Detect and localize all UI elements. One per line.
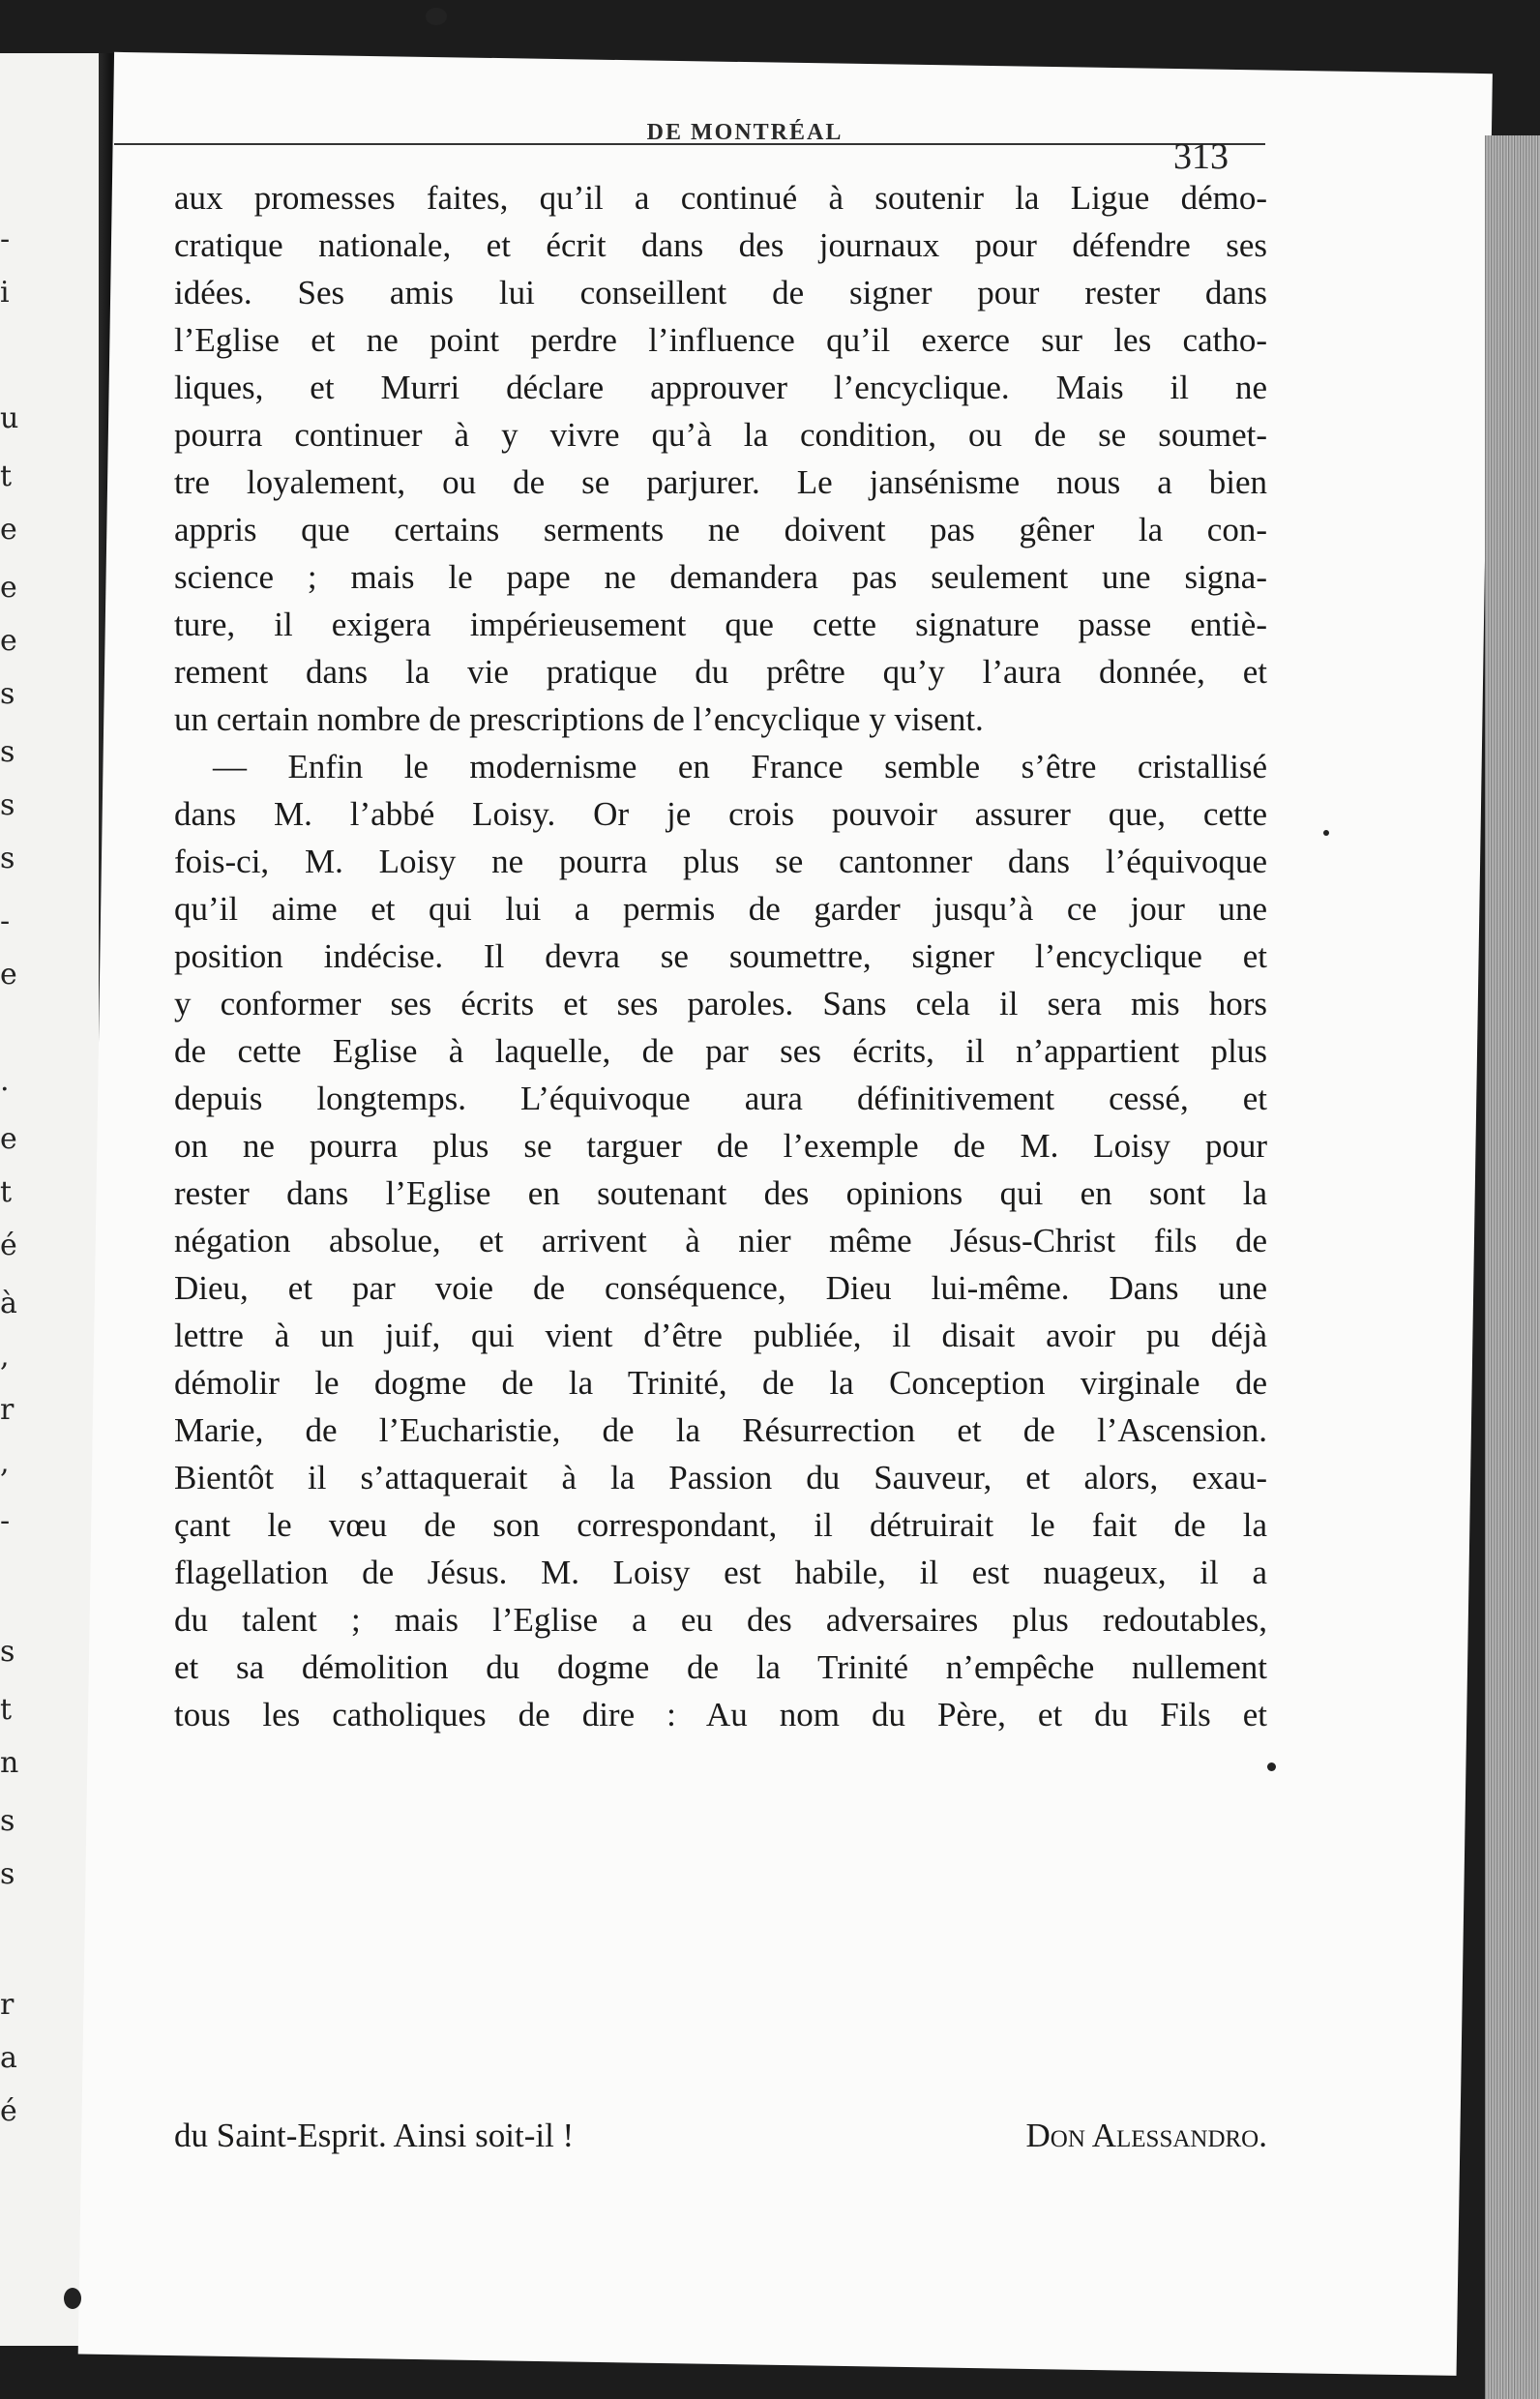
facing-page-letter: - [0,1504,11,1538]
facing-page-letter: s [0,677,15,711]
facing-page-letter: e [0,513,17,547]
text-line: rester dans l’Eglise en soutenant des opinions qui en sont la [174,1174,1267,1212]
print-speck [64,2288,81,2309]
text-line: ture, il exigera impérieusement que cette signature passe entiè- [174,606,1267,643]
text-line: Bientôt il s’attaquerait à la Passion du Sauveur, et alors, exau- [174,1459,1267,1496]
text-line: cratique nationale, et écrit dans des journaux pour défendre ses [174,226,1267,264]
body-text [174,174,1267,1738]
text-line: tre loyalement, ou de se parjurer. Le jansénisme nous a bien [174,463,1267,501]
text-line: y conformer ses écrits et ses paroles. Sans cela il sera mis hors [174,985,1267,1022]
text-line: tous les catholiques de dire : Au nom du Père, et du Fils et [174,1696,1267,1733]
text-line: flagellation de Jésus. M. Loisy est habile, il est nuageux, il a [174,1554,1267,1591]
facing-page-letter: s [0,1804,15,1838]
text-line: lettre à un juif, qui vient d’être publiée, il disait avoir pu déjà [174,1317,1267,1354]
facing-page-letter: s [0,1635,15,1669]
facing-page-letter: - [0,222,11,256]
facing-page-letter: t [0,1175,13,1209]
text-line: position indécise. Il devra se soumettre, signer l’encyclique et [174,937,1267,975]
text-line: un certain nombre de prescriptions de l’encyclique y visent. [174,700,984,738]
facing-page-letter: à [0,1287,17,1320]
facing-page-letter: s [0,842,15,875]
facing-page-letter: s [0,1857,15,1891]
text-line: et sa démolition du dogme de la Trinité n’empêche nullement [174,1648,1267,1686]
text-line: çant le vœu de son correspondant, il détruirait le fait de la [174,1506,1267,1544]
facing-page-letter: a [0,2041,17,2075]
page-edges [1485,135,1540,2399]
text-line: qu’il aime et qui lui a permis de garder jusqu’à ce jour une [174,890,1267,928]
running-head: DE MONTRÉAL [646,120,844,145]
text-line: idées. Ses amis lui conseillent de signer pour rester dans [174,274,1267,311]
text-line: fois-ci, M. Loisy ne pourra plus se cantonner dans l’équivoque [174,843,1267,880]
text-line: rement dans la vie pratique du prêtre qu’y l’aura donnée, et [174,653,1267,691]
closing-text: du Saint-Esprit. Ainsi soit-il ! [174,2117,575,2154]
text-line: depuis longtemps. L’équivoque aura définitivement cessé, et [174,1080,1267,1117]
text-line: liques, et Murri déclare approuver l’encyclique. Mais il ne [174,369,1267,406]
facing-page-letter: r [0,1393,15,1427]
facing-page-letter: e [0,1122,17,1156]
facing-page-letter: t [0,1693,13,1727]
text-line: on ne pourra plus se targuer de l’exemple de M. Loisy pour [174,1127,1267,1165]
facing-page-letter: é [0,1229,17,1262]
facing-page-letter: n [0,1746,19,1780]
facing-page-letter: , [0,1446,10,1480]
text-line: science ; mais le pape ne demandera pas seulement une signa- [174,558,1267,596]
print-speck [1323,830,1329,836]
text-line: dans M. l’abbé Loisy. Or je crois pouvoir assurer que, cette [174,795,1267,833]
facing-page-letter: , [0,1340,10,1374]
text-line: démolir le dogme de la Trinité, de la Conception virginale de [174,1364,1267,1402]
text-line: — Enfin le modernisme en France semble s’être cristallisé [213,748,1267,785]
print-speck [1267,1762,1276,1771]
facing-page-letter: e [0,624,17,658]
facing-page-letter: é [0,2094,17,2128]
text-line: aux promesses faites, qu’il a continué à soutenir la Ligue démo- [174,179,1267,217]
facing-page-letter: i [0,276,10,310]
text-line: appris que certains serments ne doivent pas gêner la con- [174,511,1267,548]
facing-page-letter: s [0,788,15,822]
text-line: négation absolue, et arrivent à nier même Jésus-Christ fils de [174,1222,1267,1259]
facing-page-letter: r [0,1988,15,2022]
author-signature: Don Alessandro. [1025,2117,1267,2154]
text-line: Marie, de l’Eucharistie, de la Résurrection et de l’Ascension. [174,1411,1267,1449]
text-line: pourra continuer à y vivre qu’à la condition, ou de se soumet- [174,416,1267,454]
text-line: l’Eglise et ne point perdre l’influence qu’il exerce sur les catho- [174,321,1267,359]
text-line: Dieu, et par voie de conséquence, Dieu lui-même. Dans une [174,1269,1267,1307]
text-line: du talent ; mais l’Eglise a eu des adversaires plus redoutables, [174,1601,1267,1639]
print-speck [426,8,447,25]
page-number: 313 [1173,136,1229,177]
facing-page-letter: . [0,1064,10,1098]
text-line: de cette Eglise à laquelle, de par ses écrits, il n’appartient plus [174,1032,1267,1070]
facing-page-letter: s [0,735,15,769]
facing-page-letter: e [0,571,17,605]
facing-page-letter: e [0,958,17,992]
facing-page-letter: t [0,459,13,493]
facing-page-letter: - [0,904,11,938]
facing-page-letter: u [0,401,19,435]
